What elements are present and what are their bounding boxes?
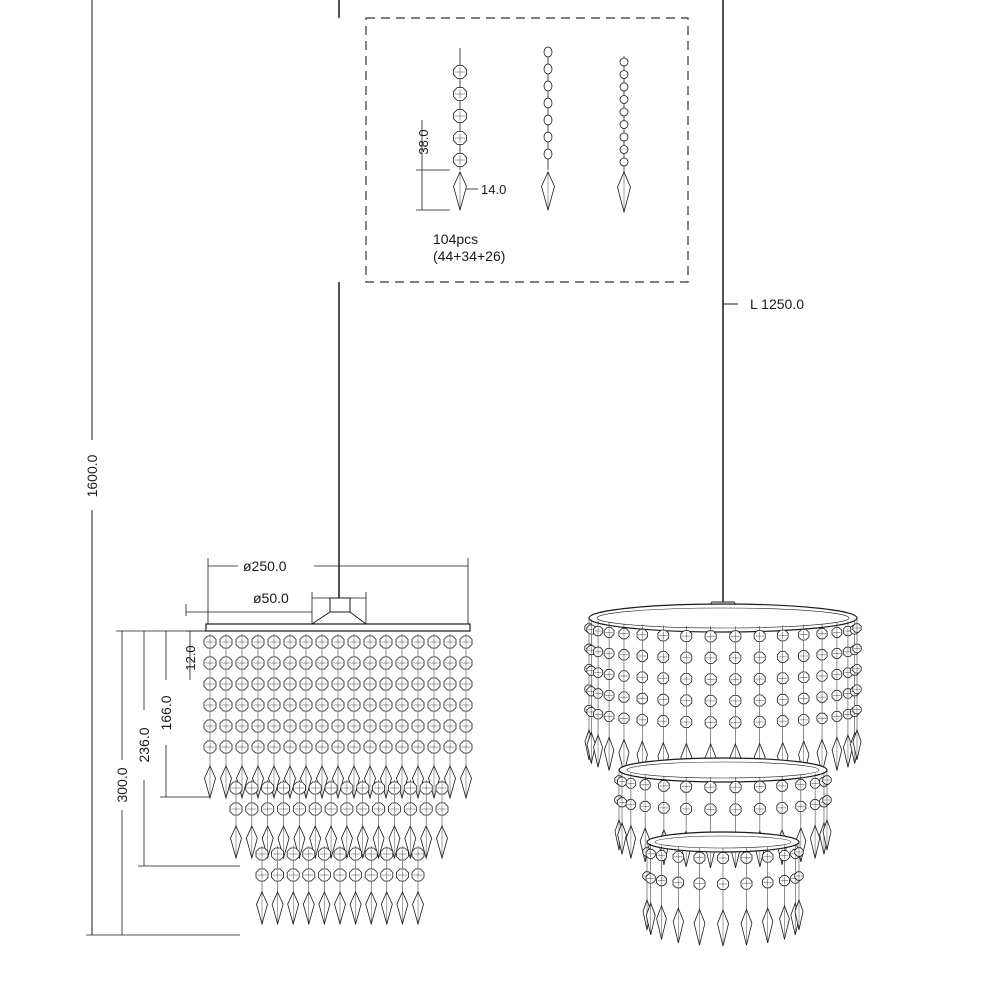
- crystal-strand-small: [618, 56, 631, 212]
- front-crystal-tiers: [204, 634, 472, 924]
- overall-height-dimension: [84, 0, 240, 935]
- cables: [339, 0, 804, 602]
- crystal-breakdown: (44+34+26): [433, 248, 506, 264]
- perspective-crystal-tiers: [585, 604, 861, 946]
- tier2-height-label: 236.0: [136, 727, 152, 763]
- crystal-strand-bead: [542, 47, 555, 210]
- crystal-count: 104pcs: [433, 231, 479, 247]
- cable-length-label: L 1250.0: [750, 296, 804, 312]
- crystal-width-label: 14.0: [481, 182, 507, 197]
- outer-diameter-label: ø250.0: [243, 558, 287, 574]
- rim-height-label: 12.0: [183, 645, 198, 671]
- chandelier-perspective-view: [585, 602, 861, 946]
- crystal-strand-octagon: [454, 48, 467, 210]
- canopy-diameter-label: ø50.0: [253, 590, 289, 606]
- crystal-detail-box: [366, 18, 688, 282]
- chandelier-front-view: [204, 598, 472, 924]
- total-height-label: 300.0: [114, 767, 130, 803]
- overall-height-label: 1600.0: [84, 454, 100, 498]
- tier1-height-label: 166.0: [158, 695, 174, 731]
- crystal-height-label: 38.0: [416, 129, 431, 155]
